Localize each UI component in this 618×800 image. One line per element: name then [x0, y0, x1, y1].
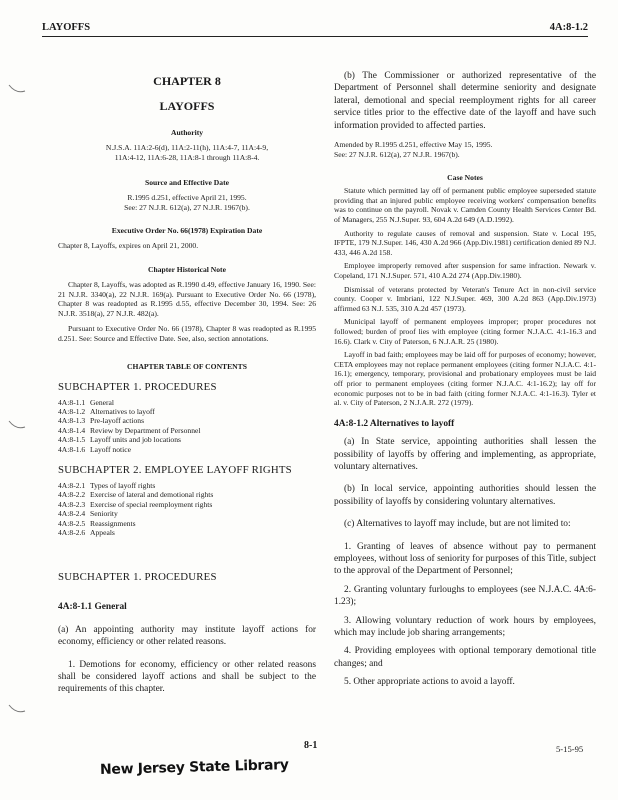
- alternative-item: 5. Other appropriate actions to avoid a layoff.: [344, 677, 515, 688]
- binder-mark: [6, 418, 28, 432]
- case-note: Authority to regulate causes of removal and suspension. State v. Local 195, IFPTE, 179 N.J.Super. 146, 430 A.2d 966 (App.Div.1981) certification denied 89 N.J. 433, 446 A.2d 158.: [334, 228, 596, 257]
- alternative-item: 2. Granting voluntary furloughs to employees (see N.J.A.C. 4A:6-1.23);: [334, 584, 596, 608]
- alternative-item: 4. Providing employees with optional temporary demotional title changes; and: [334, 646, 596, 669]
- case-note: Dismissal of veterans protected by Veteran's Tenure Act in non-civil service county. Cooper v. Imbriani, 122 N.J.Super. 469, 300 A.2d 863 (App.Div.1973) affirmed 63 N.J. 535, 310 A.2d 457 (1973).: [334, 284, 596, 313]
- toc-item: 4A:8-2.1 Types of layoff rights: [58, 480, 156, 490]
- toc-item: 4A:8-2.6 Appeals: [58, 528, 115, 537]
- case-note: Layoff in bad faith; employees may be laid off for purposes of economy; however, CETA employees may not replace permanent employees (citing former N.J.A.C. 4:1-16.1); emergency, temporary, provisional and probationary employees must be laid off prior to permanent employees (citing former N.J.A.C. 4:1-16.2); lay off for economic purposes not to be in bad faith (citing former N.J.A.C. 4:1-16.3). Tyler et al. v. City of Paterson, 2 N.J.A.R. 272 (1979).: [334, 350, 596, 408]
- right-column: [334, 60, 596, 689]
- source-text: R.1995 d.251, effective April 21, 1995. See: 27 N.J.R. 612(a), 27 N.J.R. 1967(b).: [124, 193, 250, 212]
- page-number: 8-1: [304, 740, 318, 751]
- case-notes: [334, 186, 596, 407]
- toc-item: 4A:8-1.5 Layoff units and job locations: [58, 435, 181, 445]
- toc-item: 4A:8-2.4 Seniority: [58, 509, 118, 519]
- toc-list-subchapter-1: [58, 398, 316, 454]
- amendment-note: Amended by R.1995 d.251, effective May 15, 1995. See: 27 N.J.R. 612(a), 27 N.J.R. 1967(b).: [334, 140, 493, 159]
- authority-text: N.J.S.A. 11A:2-6(d), 11A:2-11(h), 11A:4-7, 11A:4-9, 11A:4-12, 11A:6-28, 11A:8-1 through 11A:8-4.: [105, 143, 269, 162]
- toc-item: 4A:8-1.4 Review by Department of Personnel: [58, 425, 201, 435]
- toc-item: 4A:8-1.1 General: [58, 397, 115, 407]
- history-heading: Chapter Historical Note: [148, 264, 226, 274]
- library-stamp: New Jersey State Library: [99, 757, 289, 778]
- running-header: [42, 22, 588, 37]
- paragraph-b: (b) The Commissioner or authorized representative of the Department of Personnel shall determine seniority and designate lateral, demotional and special reemployment rights for all career service titles prior to the effective date of the layoff and have such information provided to affected parties.: [334, 71, 596, 131]
- toc-subchapter-2: SUBCHAPTER 2. EMPLOYEE LAYOFF RIGHTS: [58, 463, 292, 476]
- alternatives-paragraph-a: (a) In State service, appointing authorities shall lessen the possibility of layoffs by offering and implementing, as appropriate, voluntary alternatives.: [334, 437, 596, 472]
- toc-item: 4A:8-1.6 Layoff notice: [58, 444, 131, 454]
- binder-mark: [6, 82, 28, 96]
- toc-heading: CHAPTER TABLE OF CONTENTS: [127, 361, 247, 371]
- alternative-item: 3. Allowing voluntary reduction of work hours by employees, which may include job sharing arrangements;: [334, 615, 596, 638]
- exec-order-heading: Executive Order No. 66(1978) Expiration Date: [111, 226, 263, 236]
- toc-item: 4A:8-2.5 Reassignments: [58, 518, 136, 528]
- general-paragraph-1: 1. Demotions for economy, efficiency or other related reasons shall be considered layoff actions and shall be subject to the requirements of this chapter.: [58, 659, 316, 695]
- case-note: Statute which permitted lay off of permanent public employee superseded statute providing that an injured public employee receiving workers' compensation benefits was to continue on the payroll. Novak v. Camden County Health Services Center Bd. of Managers, 255 N.J.Super. 93, 604 A.2d 649 (A.D.1992).: [334, 186, 596, 224]
- alternatives-paragraph-c: (c) Alternatives to layoff may include, but are not limited to:: [344, 519, 571, 530]
- toc-subchapter-1: SUBCHAPTER 1. PROCEDURES: [58, 380, 217, 393]
- section-4a-8-1-1-heading: 4A:8-1.1 General: [58, 602, 127, 613]
- binder-mark: [6, 702, 28, 716]
- revision-date: 5-15-95: [556, 744, 584, 754]
- toc-item: 4A:8-2.3 Exercise of special reemployment rights: [58, 499, 213, 509]
- chapter-number: CHAPTER 8: [153, 74, 221, 88]
- section-4a-8-1-2-heading: 4A:8-1.2 Alternatives to layoff: [334, 418, 455, 429]
- toc-list-subchapter-2: [58, 481, 316, 537]
- alternatives-paragraph-b: (b) In local service, appointing authorities should lessen the possibility of layoffs by considering voluntary alternatives.: [334, 484, 596, 507]
- toc-item: 4A:8-2.2 Exercise of lateral and demotional rights: [58, 490, 214, 500]
- chapter-title: LAYOFFS: [159, 99, 215, 113]
- exec-order-text: Chapter 8, Layoffs, expires on April 21, 2000.: [58, 241, 199, 251]
- case-note: Municipal layoff of permanent employees improper; proper procedures not followed; burden of proof lies with employee (citing former N.J.A.C. 4:1-16.3 and 16.6). Clark v. City of Paterson, 6 N.J.A.R. 25 (1980).: [334, 317, 596, 346]
- source-heading: Source and Effective Date: [144, 178, 229, 188]
- toc-item: 4A:8-1.2 Alternatives to layoff: [58, 406, 155, 416]
- case-notes-heading: Case Notes: [447, 173, 483, 183]
- authority-heading: Authority: [170, 128, 204, 137]
- history-paragraph: Pursuant to Executive Order No. 66 (1978), Chapter 8 was readopted as R.1995 d.251. See: Source and Effective Date. See, also, section annotations.: [58, 324, 316, 343]
- case-note: Employee improperly removed after suspension for same infraction. Newark v. Copeland, 171 N.J.Super. 571, 410 A.2d 274 (App.Div.1980).: [334, 261, 596, 280]
- subchapter-1-heading: SUBCHAPTER 1. PROCEDURES: [58, 571, 217, 584]
- history-paragraph: Chapter 8, Layoffs, was adopted as R.1990 d.49, effective January 16, 1990. See: 21 N.J.R. 3340(a), 22 N.J.R. 169(a). Pursuant to Executive Order No. 66 (1978), Chapter 8 was readopted as R.1995 d.55, effective December 30, 1994. See: 26 N.J.R. 3518(a), 27 N.J.R. 482(a).: [58, 279, 316, 318]
- toc-item: 4A:8-1.3 Pre-layoff actions: [58, 416, 145, 426]
- header-section: 4A:8-1.2: [549, 22, 588, 33]
- header-title: LAYOFFS: [42, 22, 91, 33]
- alternative-item: 1. Granting of leaves of absence without pay to permanent employees, without loss of seniority for purposes of this Title, subject to the approval of the Department of Personnel;: [334, 541, 596, 577]
- general-paragraph-a: (a) An appointing authority may institute layoff actions for economy, efficiency or other related reasons.: [58, 624, 316, 648]
- left-column: [58, 60, 316, 696]
